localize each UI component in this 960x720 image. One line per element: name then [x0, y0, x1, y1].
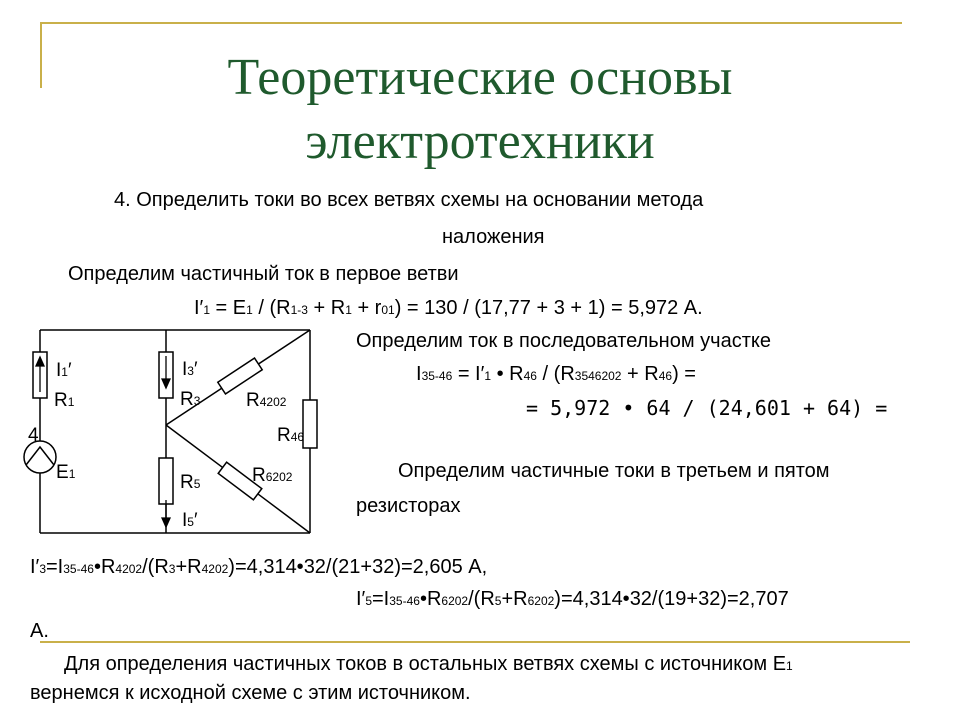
final-line-2: вернемся к исходной схеме с этим источником. — [30, 682, 471, 704]
eq1-rhs: ) = 130 / (17,77 + 3 + 1) = 5,972 А. — [394, 297, 703, 319]
eq4-d-sub: 3 — [168, 562, 176, 576]
eq5-b-sub: 35-46 — [389, 594, 420, 608]
title-line-2: электротехники — [305, 113, 655, 170]
resistor-r46 — [303, 400, 317, 448]
label-r4202: R4202 — [246, 390, 287, 411]
resistor-r4202 — [218, 358, 262, 394]
task-line-1: 4. Определить токи во всех ветвях схемы на основании метода — [114, 189, 704, 211]
eq5-a-sub: 5 — [365, 594, 372, 608]
final-line-1-text: Для определения частичных токов в остальных ветвях схемы с источником Е — [64, 653, 787, 675]
label-r1: R1 — [54, 390, 75, 411]
eq4-c: •R — [93, 556, 116, 578]
eq4-d: /(R — [142, 556, 169, 578]
eq1-eq: = E — [210, 297, 247, 319]
eq5-e-sub: 6202 — [527, 594, 555, 608]
eq5-c: •R — [419, 588, 442, 610]
eq4-f: )=4,314•32/(21+32)=2,605 А, — [228, 556, 488, 578]
label-i1: I1′ — [56, 360, 72, 381]
eq5-b: =I — [372, 588, 390, 610]
eq5-c-sub: 6202 — [441, 594, 469, 608]
label-r3: R3 — [180, 389, 201, 410]
eq5-f: )=4,314•32/(19+32)=2,707 — [554, 588, 789, 610]
eq2-f: ) = — [672, 363, 696, 385]
step1-text: Определим частичный ток в первое ветви — [68, 263, 459, 285]
label-i5: I5′ — [182, 510, 198, 531]
eq1-p2: + R — [307, 297, 346, 319]
eq4-a-sub: 3 — [39, 562, 46, 576]
eq2-e: + R — [621, 363, 659, 385]
eq4-c-sub: 4202 — [115, 562, 143, 576]
step3-line-2: резисторах — [356, 495, 461, 517]
eq4-e-sub: 4202 — [201, 562, 229, 576]
label-e1: E1 — [56, 462, 76, 483]
title-line-1: Теоретические основы — [227, 49, 733, 106]
eq2-e-sub: 46 — [658, 369, 673, 383]
arrow-i5-head-icon — [162, 518, 170, 527]
eq1-r13-sub: 1-3 — [290, 303, 308, 317]
eq4-b: =I — [46, 556, 64, 578]
current-arrows — [36, 356, 170, 527]
eq2-d: / (R — [536, 363, 575, 385]
label-i3: I3′ — [182, 359, 198, 380]
eq1-r01-sub: 01 — [381, 303, 395, 317]
eq5-d-sub: 5 — [494, 594, 502, 608]
equation-3: = 5,972 • 64 / (24,601 + 64) = — [526, 396, 888, 420]
eq1-p1: / (R — [252, 297, 291, 319]
eq1-p3: + r — [351, 297, 382, 319]
eq4-b-sub: 35-46 — [63, 562, 94, 576]
final-line-1-sub: 1 — [786, 659, 793, 673]
eq5-e: +R — [501, 588, 528, 610]
task-line-2: наложения — [442, 226, 545, 248]
eq4-a: I′ — [30, 556, 40, 578]
eq1-e-sub: 1 — [246, 303, 253, 317]
label-r46: R46 — [277, 425, 305, 446]
label-r6202: R6202 — [252, 465, 293, 486]
equation-5-tail: А. — [30, 620, 49, 642]
eq2-c-sub: 46 — [523, 369, 537, 383]
step3-line-1: Определим частичные токи в третьем и пятом — [398, 460, 830, 482]
eq1-r1-sub: 1 — [345, 303, 352, 317]
eq2-b: = I′ — [452, 363, 485, 385]
eq5-d: /(R — [468, 588, 495, 610]
circuit-wires — [40, 330, 310, 533]
label-node-4: 4 — [28, 425, 39, 446]
step2-text: Определим ток в последовательном участке — [356, 330, 771, 352]
eq4-e: +R — [175, 556, 202, 578]
eq2-d-sub: 3546202 — [574, 369, 622, 383]
eq2-a-sub: 35-46 — [421, 369, 453, 383]
eq5-a: I′ — [356, 588, 366, 610]
eq2-b-sub: 1 — [484, 369, 492, 383]
eq2-a: I — [416, 363, 422, 385]
resistor-r5 — [159, 458, 173, 504]
eq1-lhs: I′ — [194, 297, 204, 319]
label-r5: R5 — [180, 472, 201, 493]
eq1-lhs-sub: 1 — [203, 303, 210, 317]
eq2-c: • R — [491, 363, 524, 385]
